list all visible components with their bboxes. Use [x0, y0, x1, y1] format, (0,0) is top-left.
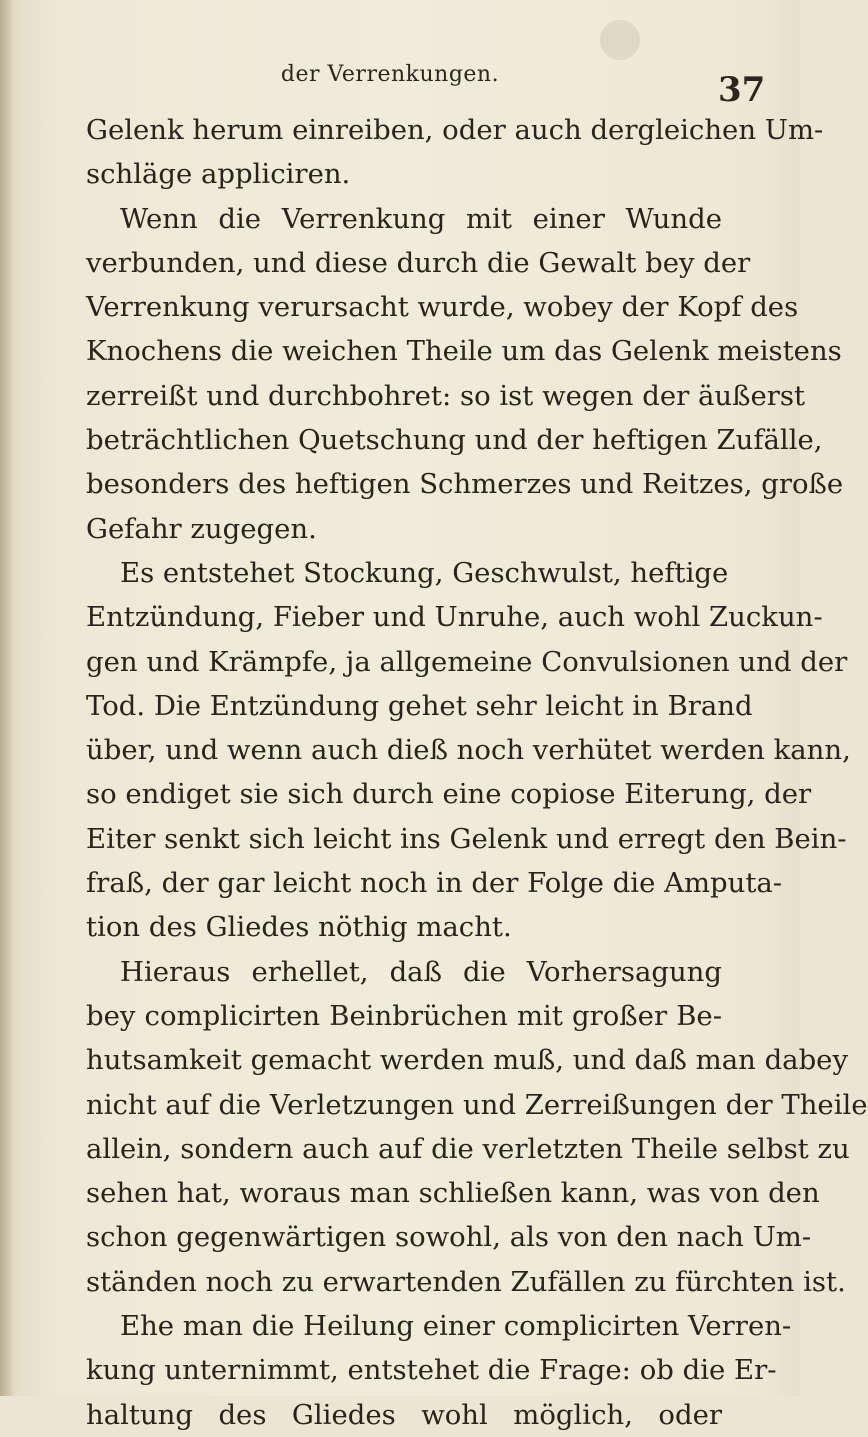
page-binding-shadow: [0, 0, 14, 1396]
text-line: Gelenk herum einreiben, oder auch dergleichen Um-: [86, 114, 824, 146]
text-line: zerreißt und durchbohret: so ist wegen der äußerst: [86, 379, 806, 412]
text-line: Gefahr zugegen.: [86, 512, 317, 545]
body-text: [86, 108, 868, 1437]
text-line: Es entstehet Stockung, Geschwulst, heftige: [120, 556, 729, 589]
text-line: beträchtlichen Quetschung und der heftigen Zufälle,: [86, 424, 823, 457]
text-line: Hieraus erhellet, daß die Vorhersagung: [120, 955, 722, 988]
text-line: schon gegenwärtigen sowohl, als von den nach Um-: [86, 1221, 812, 1254]
text-line: Knochens die weichen Theile um das Gelenk meistens: [86, 335, 842, 368]
text-line: sehen hat, woraus man schließen kann, was von den: [86, 1177, 820, 1210]
page-number: 37: [718, 70, 766, 110]
text-line: kung unternimmt, entstehet die Frage: ob die Er-: [86, 1354, 777, 1387]
text-line: verbunden, und diese durch die Gewalt bey der: [86, 246, 751, 279]
text-line: ständen noch zu erwartenden Zufällen zu fürchten ist.: [86, 1265, 846, 1298]
text-line: nicht auf die Verletzungen und Zerreißungen der Theile: [86, 1088, 868, 1121]
text-line: haltung des Gliedes wohl möglich, oder: [86, 1398, 722, 1431]
text-line: Ehe man die Heilung einer complicirten Verren-: [120, 1310, 792, 1343]
running-head: der Verrenkungen.: [280, 62, 500, 87]
text-line: Tod. Die Entzündung gehet sehr leicht in Brand: [86, 689, 753, 722]
text-line: Eiter senkt sich leicht ins Gelenk und erregt den Bein-: [86, 822, 847, 855]
text-line: fraß, der gar leicht noch in der Folge die Amputa-: [86, 867, 783, 900]
text-line: bey complicirten Beinbrüchen mit großer Be-: [86, 999, 722, 1032]
text-line: über, und wenn auch dieß noch verhütet werden kann,: [86, 734, 851, 767]
text-line: Entzündung, Fieber und Unruhe, auch wohl Zuckun-: [86, 601, 823, 634]
text-line: allein, sondern auch auf die verletzten Theile selbst zu: [86, 1132, 850, 1165]
text-line: schläge appliciren.: [86, 158, 351, 191]
paper-stain: [600, 20, 640, 60]
text-line: so endiget sie sich durch eine copiose Eiterung, der: [86, 778, 812, 811]
text-line: besonders des heftigen Schmerzes und Reitzes, große: [86, 468, 844, 501]
text-line: gen und Krämpfe, ja allgemeine Convulsionen und der: [86, 645, 848, 678]
text-line: hutsamkeit gemacht werden muß, und daß man dabey: [86, 1044, 848, 1077]
text-line: Wenn die Verrenkung mit einer Wunde: [120, 202, 722, 235]
text-line: tion des Gliedes nöthig macht.: [86, 911, 512, 944]
text-line: Verrenkung verursacht wurde, wobey der Kopf des: [86, 291, 799, 324]
